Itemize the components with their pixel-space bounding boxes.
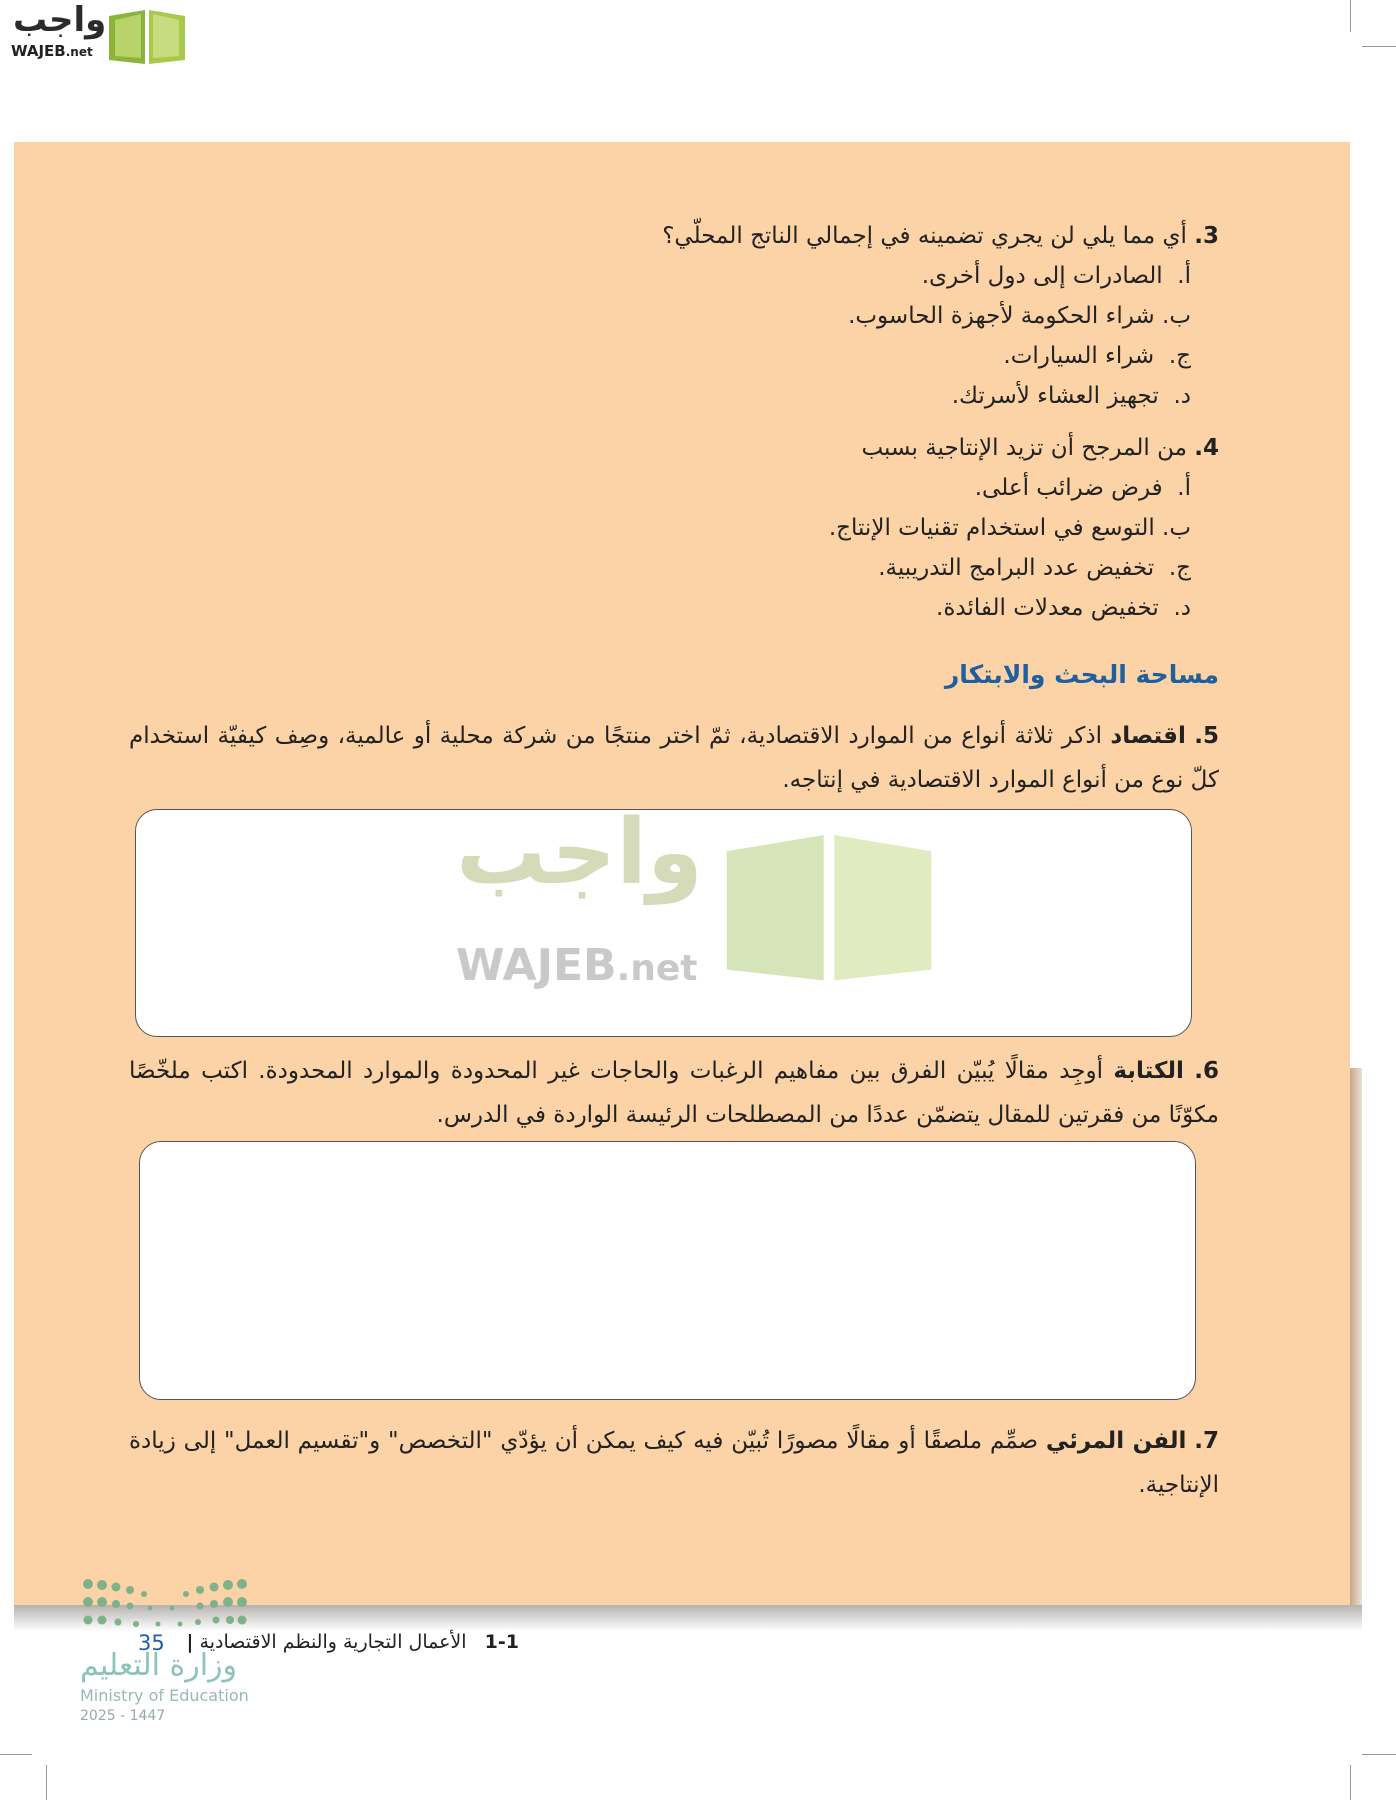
q3-option-d: د. تجهيز العشاء لأسرتك. xyxy=(951,383,1191,409)
question-number: 3. xyxy=(1194,223,1219,249)
crop-mark xyxy=(46,1765,47,1800)
wajeb-logo[interactable] xyxy=(9,0,189,66)
ministry-arabic: وزارة التعليم xyxy=(80,1648,238,1683)
question-label: الفن المرئي xyxy=(1045,1428,1187,1454)
logo-latin: WAJEB.net xyxy=(11,42,93,60)
answer-box-6[interactable] xyxy=(139,1141,1196,1400)
crop-mark xyxy=(1350,0,1351,32)
crop-mark xyxy=(0,1754,32,1755)
panel-shadow xyxy=(1350,1068,1362,1605)
crop-mark xyxy=(1350,1765,1351,1800)
q4-option-d: د. تخفيض معدلات الفائدة. xyxy=(936,595,1191,621)
q3-option-b: ب. شراء الحكومة لأجهزة الحاسوب. xyxy=(848,303,1191,329)
question-label: الكتابة xyxy=(1113,1058,1184,1084)
question-7: 7. الفن المرئي صمِّم ملصقًا أو مقالًا مصورًا تُبيّن فيه كيف يمكن أن يؤدّي "التخصص" و"تقسيم العمل" إلى زيادة الإنتاجية. xyxy=(129,1428,1219,1498)
question-3 xyxy=(662,216,1219,256)
footer-separator: | xyxy=(186,1631,194,1653)
question-label: اقتصاد xyxy=(1110,723,1186,749)
question-5: 5. اقتصاد اذكر ثلاثة أنواع من الموارد الاقتصادية، ثمّ اختر منتجًا من شركة محلية أو عالمية، وصِف كيفيّة استخدام كلّ نوع من أنواع الموارد الاقتصادية في إنتاجه. xyxy=(129,723,1220,793)
footer-lesson xyxy=(187,1631,519,1653)
lesson-number: 1-1 xyxy=(484,1631,519,1653)
question-6: 6. الكتابة أوجِد مقالًا يُبيّن الفرق بين مفاهيم الرغبات والحاجات غير المحدودة والموارد المحدودة. اكتب ملخّصًا مكوّنًا من فقرتين للمقال يتضمّن عددًا من المصطلحات الرئيسة الواردة في الدرس. xyxy=(129,1058,1219,1128)
question-number: 4. xyxy=(1194,435,1219,461)
ministry-dots-icon xyxy=(80,1578,250,1638)
q3-option-c: ج. شراء السيارات. xyxy=(1003,343,1191,369)
q3-option-a: أ. الصادرات إلى دول أخرى. xyxy=(921,263,1191,289)
question-text: من المرجح أن تزيد الإنتاجية بسبب xyxy=(861,435,1187,461)
question-4 xyxy=(861,428,1219,468)
q4-option-a: أ. فرض ضرائب أعلى. xyxy=(974,475,1191,501)
logo-arabic: واجب xyxy=(13,0,107,40)
ministry-year: 2025 - 1447 xyxy=(80,1708,166,1724)
book-icon xyxy=(716,820,942,990)
watermark: واجب WAJEB.net xyxy=(456,820,976,1020)
crop-mark xyxy=(1362,1754,1396,1755)
page-number: 35 xyxy=(138,1631,165,1655)
ministry-english: Ministry of Education xyxy=(80,1686,249,1705)
q4-option-b: ب. التوسع في استخدام تقنيات الإنتاج. xyxy=(828,515,1191,541)
question-text: أي مما يلي لن يجري تضمينه في إجمالي الناتج المحلّي؟ xyxy=(662,223,1187,249)
q4-option-c: ج. تخفيض عدد البرامج التدريبية. xyxy=(878,555,1191,581)
lesson-title: الأعمال التجارية والنظم الاقتصادية xyxy=(199,1631,467,1653)
section-heading: مساحة البحث والابتكار xyxy=(944,660,1219,689)
crop-mark xyxy=(1362,46,1396,47)
answer-box-5[interactable] xyxy=(135,800,1192,1037)
book-icon xyxy=(105,6,189,66)
